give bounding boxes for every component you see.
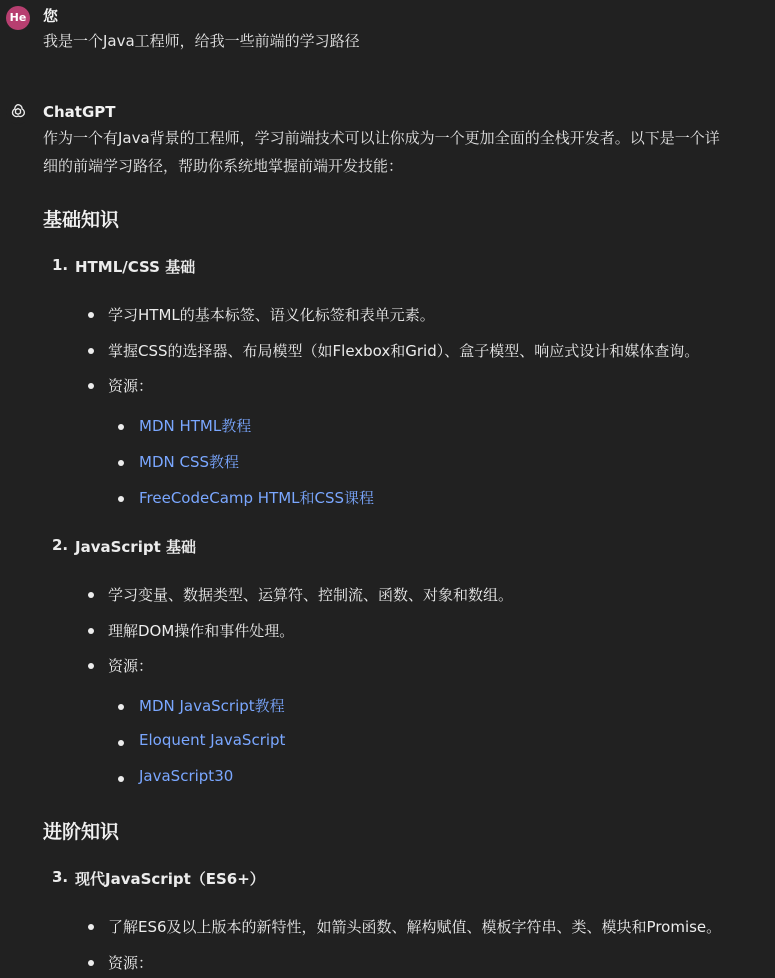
user-author: 您 (43, 7, 59, 25)
ordered-item-number: 2. (52, 536, 69, 554)
bullet-text: 了解ES6及以上版本的新特性，如箭头函数、解构赋值、模板字符串、类、模块和Promise。 (108, 918, 722, 936)
bullet-text: 资源： (108, 657, 154, 675)
assistant-intro-line1: 作为一个有Java背景的工程师，学习前端技术可以让你成为一个更加全面的全栈开发者。以下是一个详 (43, 129, 720, 147)
bullet-dot (88, 312, 94, 318)
user-message (0, 0, 775, 70)
assistant-author: ChatGPT (43, 103, 116, 121)
bullet-text: 学习HTML的基本标签、语义化标签和表单元素。 (108, 306, 435, 324)
openai-logo-icon (6, 100, 30, 124)
bullet-text: 理解DOM操作和事件处理。 (108, 622, 295, 640)
ordered-item-title: JavaScript 基础 (75, 538, 196, 556)
section-title-advanced: 进阶知识 (43, 821, 120, 843)
bullet-dot (88, 348, 94, 354)
ordered-item-number: 3. (52, 868, 69, 886)
sub-bullet-dot (118, 704, 124, 710)
bullet-dot (88, 592, 94, 598)
assistant-intro-line2: 细的前端学习路径，帮助你系统地掌握前端开发技能： (43, 157, 404, 175)
sub-bullet-dot (118, 424, 124, 430)
ordered-item-number: 1. (52, 256, 69, 274)
sub-bullet-dot (118, 740, 124, 746)
user-avatar: He (6, 6, 30, 30)
bullet-dot (88, 628, 94, 634)
resource-link[interactable]: FreeCodeCamp HTML和CSS课程 (139, 489, 375, 507)
ordered-item-title: HTML/CSS 基础 (75, 258, 196, 276)
resource-link[interactable]: MDN JavaScript教程 (139, 697, 285, 715)
ordered-item-title: 现代JavaScript（ES6+） (75, 870, 265, 888)
resource-link[interactable]: JavaScript30 (139, 767, 234, 785)
bullet-dot (88, 383, 94, 389)
user-message-text: 我是一个Java工程师，给我一些前端的学习路径 (43, 32, 360, 50)
bullet-text: 掌握CSS的选择器、布局模型（如Flexbox和Grid）、盒子模型、响应式设计和媒体查询。 (108, 342, 700, 360)
sub-bullet-dot (118, 776, 124, 782)
bullet-text: 资源： (108, 377, 154, 395)
section-title-basics: 基础知识 (43, 209, 120, 231)
bullet-dot (88, 960, 94, 966)
bullet-dot (88, 924, 94, 930)
bullet-dot (88, 663, 94, 669)
resource-link[interactable]: Eloquent JavaScript (139, 731, 286, 749)
resource-link[interactable]: MDN CSS教程 (139, 453, 239, 471)
sub-bullet-dot (118, 460, 124, 466)
sub-bullet-dot (118, 496, 124, 502)
resource-link[interactable]: MDN HTML教程 (139, 417, 252, 435)
bullet-text: 学习变量、数据类型、运算符、控制流、函数、对象和数组。 (108, 586, 514, 604)
bullet-text: 资源： (108, 954, 154, 972)
